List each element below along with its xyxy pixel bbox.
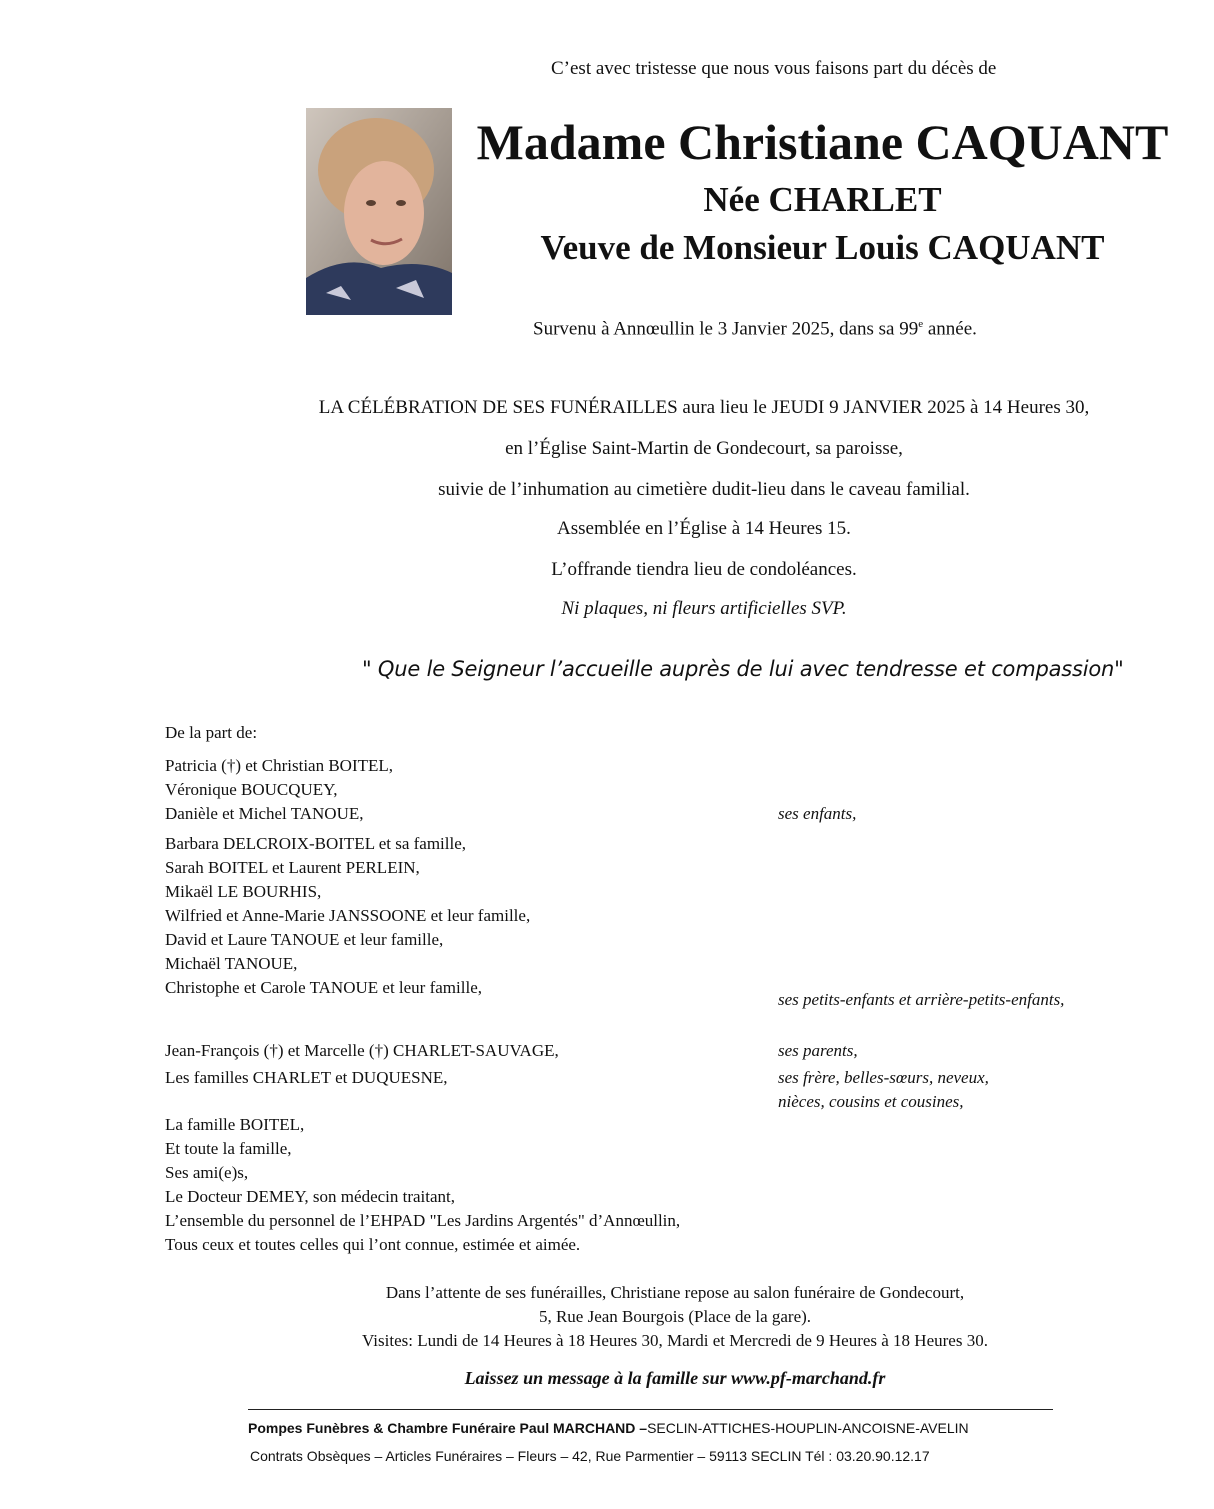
maiden-name: Née CHARLET bbox=[703, 180, 942, 219]
wake-info-3: Visites: Lundi de 14 Heures à 18 Heures 30, Mardi et Mercredi de 9 Heures à 18 Heures 30. bbox=[362, 1331, 988, 1350]
intro-text: C’est avec tristesse que nous vous faisons part du décès de bbox=[551, 58, 997, 79]
relation-label: ses petits-enfants et arrière-petits-enfants, bbox=[778, 990, 1065, 1009]
footer-contact: Contrats Obsèques – Articles Funéraires – Fleurs – 42, Rue Parmentier – 59113 SECLIN Tél : 03.20.90.12.17 bbox=[250, 1448, 930, 1464]
message-link[interactable]: Laissez un message à la famille sur www.pf-marchand.fr bbox=[464, 1368, 886, 1388]
funeral-line-2: en l’Église Saint-Martin de Gondecourt, sa paroisse, bbox=[505, 438, 903, 459]
wake-info-2: 5, Rue Jean Bourgois (Place de la gare). bbox=[538, 1307, 812, 1326]
family-line: Patricia (†) et Christian BOITEL, bbox=[165, 756, 394, 775]
family-line: Wilfried et Anne-Marie JANSSOONE et leur famille, bbox=[165, 906, 531, 925]
widow-of: Veuve de Monsieur Louis CAQUANT bbox=[540, 228, 1105, 267]
prayer-quote: " Que le Seigneur l’accueille auprès de lui avec tendresse et compassion" bbox=[362, 657, 1124, 681]
family-line: Tous ceux et toutes celles qui l’ont connue, estimée et aimée. bbox=[165, 1235, 581, 1254]
relation-label: nièces, cousins et cousines, bbox=[778, 1092, 964, 1111]
de-la-part-heading: De la part de: bbox=[165, 723, 258, 742]
family-line: L’ensemble du personnel de l’EHPAD "Les Jardins Argentés" d’Annœullin, bbox=[165, 1211, 681, 1230]
footer-company: Pompes Funèbres & Chambre Funéraire Paul MARCHAND –SECLIN-ATTICHES-HOUPLIN-ANCOISNE-AVELIN bbox=[248, 1420, 969, 1436]
funeral-line-4: Assemblée en l’Église à 14 Heures 15. bbox=[557, 518, 851, 539]
relation-label: ses frère, belles-sœurs, neveux, bbox=[778, 1068, 989, 1087]
family-line: La famille BOITEL, bbox=[165, 1115, 305, 1134]
death-notice: Survenu à Annœullin le 3 Janvier 2025, dans sa 99e année. bbox=[533, 318, 977, 340]
family-line: Et toute la famille, bbox=[165, 1139, 292, 1158]
funeral-line-6: Ni plaques, ni fleurs artificielles SVP. bbox=[561, 598, 847, 619]
family-line: Le Docteur DEMEY, son médecin traitant, bbox=[165, 1187, 456, 1206]
family-line: Les familles CHARLET et DUQUESNE, bbox=[165, 1068, 448, 1087]
funeral-line-3: suivie de l’inhumation au cimetière dudit-lieu dans le caveau familial. bbox=[438, 479, 970, 500]
family-line: Barbara DELCROIX-BOITEL et sa famille, bbox=[165, 834, 467, 853]
family-line: Ses ami(e)s, bbox=[165, 1163, 249, 1182]
family-line: Sarah BOITEL et Laurent PERLEIN, bbox=[165, 858, 420, 877]
footer-divider bbox=[248, 1409, 1053, 1410]
family-line: David et Laure TANOUE et leur famille, bbox=[165, 930, 444, 949]
deceased-name: Madame Christiane CAQUANT bbox=[476, 114, 1169, 170]
relation-label: ses parents, bbox=[778, 1041, 858, 1060]
portrait-photo bbox=[306, 108, 452, 315]
family-line: Christophe et Carole TANOUE et leur famille, bbox=[165, 978, 482, 997]
family-line: Mikaël LE BOURHIS, bbox=[165, 882, 322, 901]
wake-info-1: Dans l’attente de ses funérailles, Christiane repose au salon funéraire de Gondecourt, bbox=[385, 1283, 965, 1302]
funeral-line-5: L’offrande tiendra lieu de condoléances. bbox=[551, 559, 857, 580]
relation-label: ses enfants, bbox=[778, 804, 857, 823]
funeral-line-1: LA CÉLÉBRATION DE SES FUNÉRAILLES aura lieu le JEUDI 9 JANVIER 2025 à 14 Heures 30, bbox=[318, 397, 1090, 418]
family-line: Véronique BOUCQUEY, bbox=[165, 780, 338, 799]
family-line: Jean-François (†) et Marcelle (†) CHARLET-SAUVAGE, bbox=[165, 1041, 559, 1060]
family-line: Michaël TANOUE, bbox=[165, 954, 298, 973]
family-line: Danièle et Michel TANOUE, bbox=[165, 804, 364, 823]
